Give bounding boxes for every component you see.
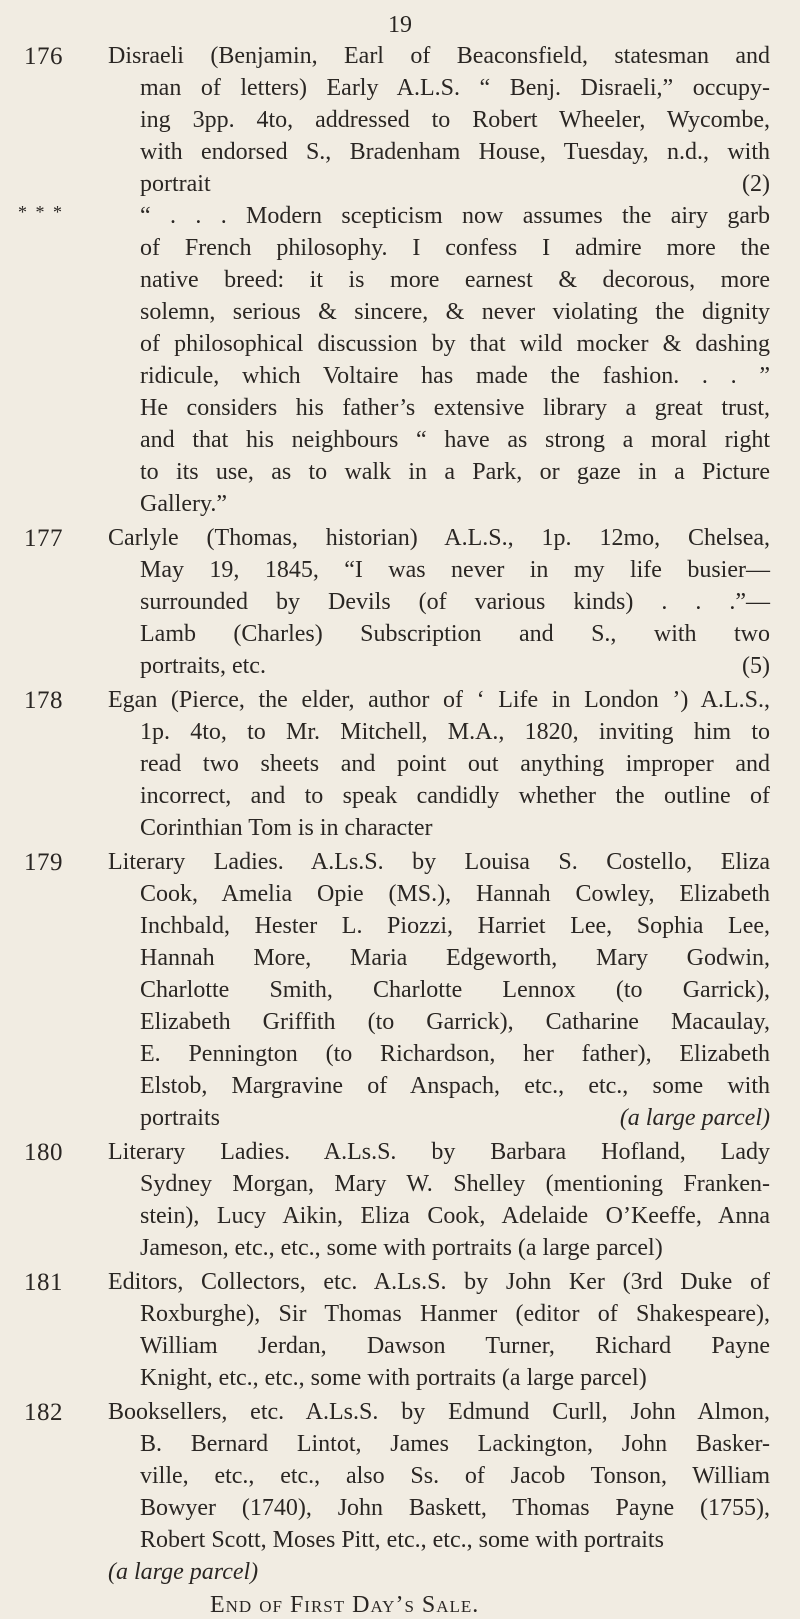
quotation-line: ridicule, which Voltaire has made the fashion. . . ”	[140, 363, 770, 389]
description-line: with endorsed S., Bradenham House, Tuesday, n.d., with	[140, 139, 770, 165]
description-line: Charlotte Smith, Charlotte Lennox (to Garrick),	[140, 977, 770, 1003]
lot-description	[108, 40, 770, 520]
description-line: Roxburghe), Sir Thomas Hanmer (editor of Shakespeare),	[140, 1301, 770, 1327]
description-line: May 19, 1845, “I was never in my life busier—	[140, 557, 770, 583]
description-line: Elstob, Margravine of Anspach, etc., etc., some with	[140, 1073, 770, 1099]
description-line	[108, 650, 770, 682]
end-of-sale-note: End of First Day’s Sale.	[210, 1592, 480, 1618]
page-number: 19	[388, 12, 412, 38]
lot-number: 176	[24, 43, 63, 70]
note-line: and that his neighbours “ have as strong a moral right	[140, 427, 770, 453]
lot-quantity: (5)	[742, 653, 770, 679]
quotation-line: “ . . . Modern scepticism now assumes the airy garb	[140, 203, 770, 229]
description-line: Literary Ladies. A.Ls.S. by Louisa S. Costello, Eliza	[108, 849, 770, 875]
description-line: surrounded by Devils (of various kinds) . . .”—	[140, 589, 770, 615]
description-line: B. Bernard Lintot, James Lackington, John Basker-	[140, 1431, 770, 1457]
description-text: portraits, etc.	[140, 653, 266, 679]
quotation-line: native breed: it is more earnest & decorous, more	[140, 267, 770, 293]
description-line: incorrect, and to speak candidly whether the outline of	[140, 783, 770, 809]
lot-number: 177	[24, 525, 63, 552]
description-line: Literary Ladies. A.Ls.S. by Barbara Hofland, Lady	[108, 1139, 770, 1165]
description-line: E. Pennington (to Richardson, her father), Elizabeth	[140, 1041, 770, 1067]
description-line: ing 3pp. 4to, addressed to Robert Wheeler, Wycombe,	[140, 107, 770, 133]
lot-description	[108, 522, 770, 682]
description-line: Egan (Pierce, the elder, author of ‘ Life in London ’) A.L.S.,	[108, 687, 770, 713]
lot-parcel-note: (a large parcel)	[108, 1559, 259, 1585]
description-line	[108, 1102, 770, 1134]
description-line: Sydney Morgan, Mary W. Shelley (mentioning Franken-	[140, 1171, 770, 1197]
description-text: portrait	[140, 171, 211, 197]
lot-number: 178	[24, 687, 63, 714]
lot-number: 181	[24, 1269, 63, 1296]
lot-parcel-note: (a large parcel)	[619, 1105, 770, 1131]
description-line: Corinthian Tom is in character	[140, 815, 433, 841]
description-line: read two sheets and point out anything improper and	[140, 751, 770, 777]
description-text: portraits	[140, 1105, 220, 1131]
description-line: Disraeli (Benjamin, Earl of Beaconsfield, statesman and	[108, 43, 770, 69]
lot-description	[108, 846, 770, 1134]
lot-description	[108, 1266, 770, 1394]
description-line: Carlyle (Thomas, historian) A.L.S., 1p. 12mo, Chelsea,	[108, 525, 770, 551]
lot-number: 182	[24, 1399, 63, 1426]
lot-description	[108, 684, 770, 844]
description-line: Lamb (Charles) Subscription and S., with two	[140, 621, 770, 647]
description-line	[108, 168, 770, 200]
description-line: Hannah More, Maria Edgeworth, Mary Godwin,	[140, 945, 770, 971]
description-line: ville, etc., etc., also Ss. of Jacob Tonson, William	[140, 1463, 770, 1489]
description-line: stein), Lucy Aikin, Eliza Cook, Adelaide O’Keeffe, Anna	[140, 1203, 770, 1229]
quotation-line: of philosophical discussion by that wild mocker & dashing	[140, 331, 770, 357]
description-line: Elizabeth Griffith (to Garrick), Catharine Macaulay,	[140, 1009, 770, 1035]
lot-number: 179	[24, 849, 63, 876]
description-line: Knight, etc., etc., some with portraits (a large parcel)	[140, 1365, 647, 1391]
description-line: man of letters) Early A.L.S. “ Benj. Disraeli,” occupy-	[140, 75, 770, 101]
note-line: He considers his father’s extensive library a great trust,	[140, 395, 770, 421]
description-line: Cook, Amelia Opie (MS.), Hannah Cowley, Elizabeth	[140, 881, 770, 907]
lot-description	[108, 1396, 770, 1588]
description-line: Bowyer (1740), John Baskett, Thomas Payne (1755),	[140, 1495, 770, 1521]
description-line: 1p. 4to, to Mr. Mitchell, M.A., 1820, inviting him to	[140, 719, 770, 745]
description-line: Editors, Collectors, etc. A.Ls.S. by John Ker (3rd Duke of	[108, 1269, 770, 1295]
note-line: to its use, as to walk in a Park, or gaze in a Picture	[140, 459, 770, 485]
quotation-line: of French philosophy. I confess I admire more the	[140, 235, 770, 261]
description-line: Robert Scott, Moses Pitt, etc., etc., some with portraits	[140, 1527, 664, 1553]
asterism-mark: * * *	[18, 202, 64, 222]
lot-description	[108, 1136, 770, 1264]
quotation-line: solemn, serious & sincere, & never violating the dignity	[140, 299, 770, 325]
description-line: Booksellers, etc. A.Ls.S. by Edmund Curll, John Almon,	[108, 1399, 770, 1425]
note-line: Gallery.”	[140, 491, 228, 517]
lot-quantity: (2)	[742, 171, 770, 197]
description-line: William Jerdan, Dawson Turner, Richard Payne	[140, 1333, 770, 1359]
lot-number: 180	[24, 1139, 63, 1166]
description-line: Inchbald, Hester L. Piozzi, Harriet Lee, Sophia Lee,	[140, 913, 770, 939]
description-line: Jameson, etc., etc., some with portraits (a large parcel)	[140, 1235, 663, 1261]
